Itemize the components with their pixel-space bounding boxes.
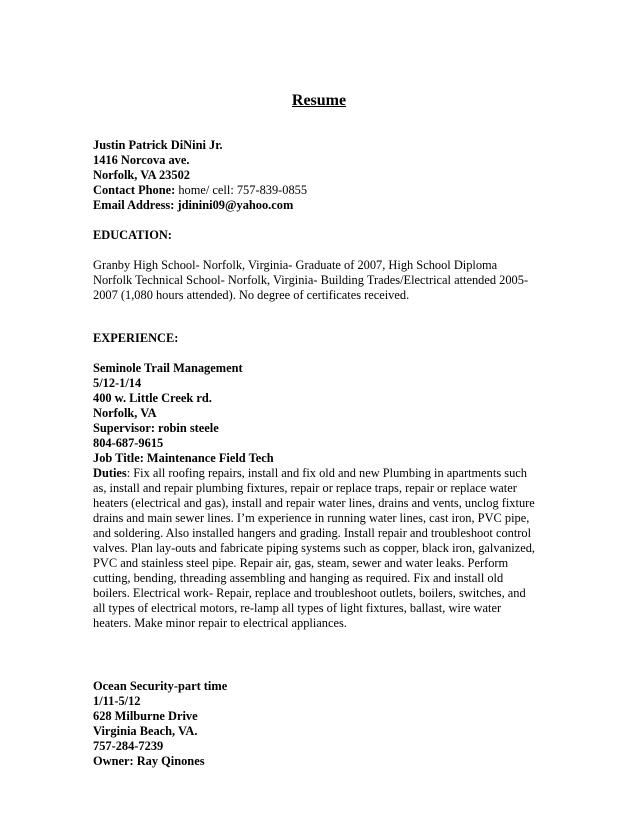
education-line: 2007 (1,080 hours attended). No degree of certificates received. [93, 288, 410, 302]
spacer [93, 631, 553, 679]
spacer [93, 213, 553, 228]
job-company: Seminole Trail Management [93, 361, 243, 375]
applicant-name: Justin Patrick DiNini Jr. [93, 138, 223, 152]
job-street: 400 w. Little Creek rd. [93, 391, 212, 405]
duties-text: : Fix all roofing repairs, install and fix old and new Plumbing in apartments such [126, 466, 527, 480]
duties-label: Duties [93, 466, 127, 480]
duties-line: heaters. Make minor repair to electrical appliances. [93, 616, 347, 630]
duties-line: and soldering. Also installed hangers and grading. Install repair and troubleshoot control [93, 526, 532, 540]
duties-line: valves. Plan lay-outs and fabricate piping systems such as copper, black iron, galvanized, [93, 541, 535, 555]
spacer [93, 346, 553, 361]
page-title: Resume [291, 92, 347, 109]
job-company: Ocean Security-part time [93, 679, 228, 693]
contact-phone-label: Contact Phone: [93, 183, 176, 197]
duties-line [93, 466, 553, 481]
spacer [93, 303, 553, 331]
education-line: Norfolk Technical School- Norfolk, Virginia- Building Trades/Electrical attended 2005- [93, 273, 529, 287]
job-owner: Owner: Ray Qinones [93, 754, 205, 768]
job-entry-ocean-security [93, 679, 553, 769]
education-heading: EDUCATION: [93, 228, 172, 242]
duties-line: drains and main sewer lines. I’m experience in running water lines, cast iron, PVC pipe, [93, 511, 530, 525]
city-state-zip: Norfolk, VA 23502 [93, 168, 190, 182]
spacer [93, 243, 553, 258]
job-street: 628 Milburne Drive [93, 709, 198, 723]
duties-line: PVC and stainless steel pipe. Repair air, gas, steam, sewer and water leaks. Perform [93, 556, 509, 570]
resume-content [93, 138, 553, 769]
experience-heading: EXPERIENCE: [93, 331, 179, 345]
job-title: Job Title: Maintenance Field Tech [93, 451, 274, 465]
contact-phone-line [93, 183, 553, 198]
job-city: Norfolk, VA [93, 406, 157, 420]
contact-block [93, 138, 553, 213]
duties-line: heaters (electrical and gas), install and repair water lines, drains and vents, unclog fixture [93, 496, 535, 510]
education-section [93, 258, 553, 303]
education-line: Granby High School- Norfolk, Virginia- Graduate of 2007, High School Diploma [93, 258, 498, 272]
duties-line: boilers. Electrical work- Repair, replace and troubleshoot outlets, boilers, switches, and [93, 586, 526, 600]
job-supervisor: Supervisor: robin steele [93, 421, 219, 435]
job-city: Virginia Beach, VA. [93, 724, 198, 738]
job-dates: 1/11-5/12 [93, 694, 141, 708]
job-dates: 5/12-1/14 [93, 376, 142, 390]
email-line: Email Address: jdinini09@yahoo.com [93, 198, 294, 212]
contact-phone-value: home/ cell: 757-839-0855 [175, 183, 308, 197]
duties-line: cutting, bending, threading assembling and hanging as required. Fix and install old [93, 571, 504, 585]
job-duties [93, 466, 553, 631]
job-entry-seminole [93, 361, 553, 631]
job-phone: 804-687-9615 [93, 436, 164, 450]
duties-line: all types of electrical motors, re-lamp all types of light fixtures, ballast, wire water [93, 601, 502, 615]
street-address: 1416 Norcova ave. [93, 153, 190, 167]
duties-line: as, install and repair plumbing fixtures, repair or replace traps, repair or replace water [93, 481, 517, 495]
job-phone: 757-284-7239 [93, 739, 164, 753]
